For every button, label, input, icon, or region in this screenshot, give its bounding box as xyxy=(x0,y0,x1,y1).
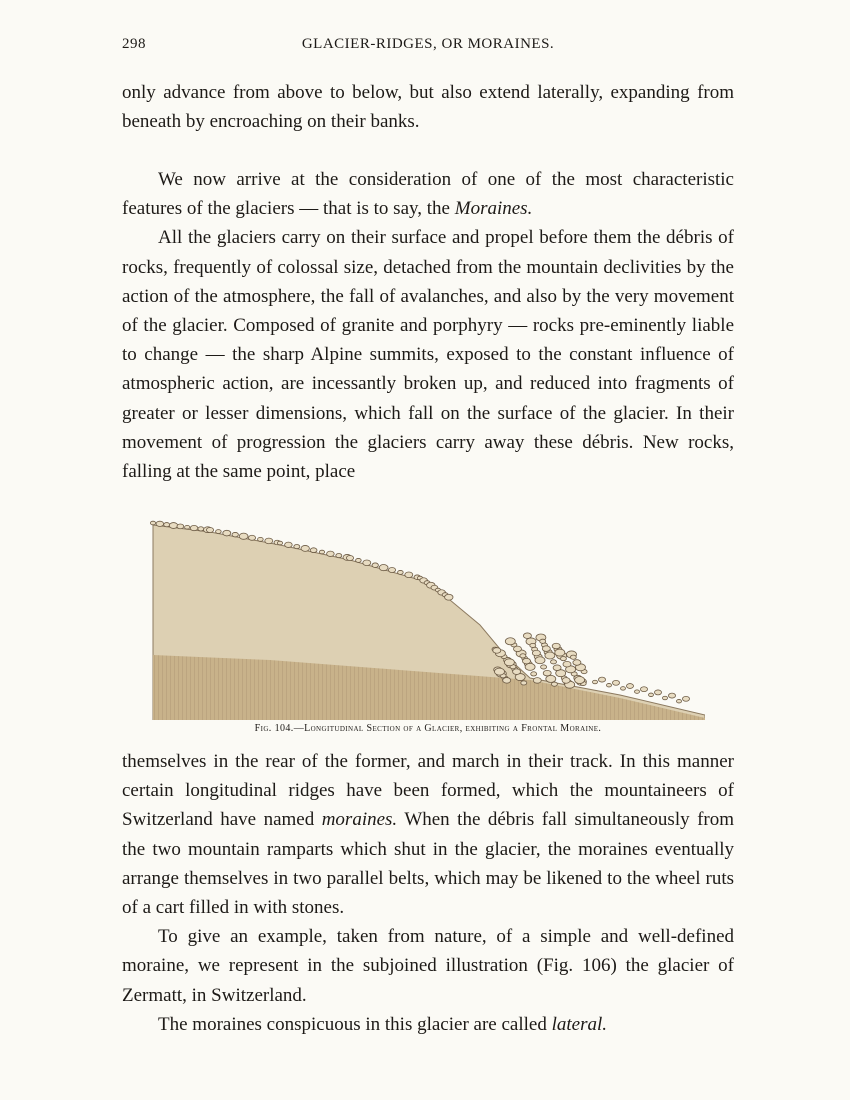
rock-fragment xyxy=(495,668,505,675)
rock-fragment xyxy=(530,643,536,647)
rock-fragment xyxy=(532,650,540,656)
rock-fragment xyxy=(551,660,557,664)
paragraph-ridges xyxy=(122,747,734,922)
rock-fragment xyxy=(258,537,264,541)
rock-fragment xyxy=(542,646,550,652)
paragraph-example: To give an example, taken from nature, of a simple and well-defined moraine, we represent in the subjoined illustration (Fig. 106) the glacier of Zermatt, in Switzerland. xyxy=(122,926,734,1006)
rock-fragment xyxy=(327,551,335,556)
rock-fragment xyxy=(248,535,255,540)
rock-fragment xyxy=(523,633,531,639)
rock-fragment xyxy=(543,670,551,676)
rock-fragment xyxy=(540,639,546,643)
rock-fragment xyxy=(232,532,238,536)
rock-fragment xyxy=(177,524,184,529)
rock-fragment xyxy=(185,525,190,529)
rock-fragment xyxy=(575,677,585,684)
rock-fragment xyxy=(551,682,557,686)
moraines-term: Moraines. xyxy=(454,198,533,220)
rock-fragment xyxy=(198,527,204,531)
rock-fragment xyxy=(513,669,521,675)
rock-fragment xyxy=(621,687,626,691)
rock-fragment xyxy=(398,570,404,574)
rock-fragment xyxy=(294,545,300,549)
rock-fragment xyxy=(206,527,213,532)
rock-fragment xyxy=(285,542,293,547)
rock-fragment xyxy=(216,530,222,534)
rock-fragment xyxy=(504,659,514,666)
rock-fragment xyxy=(277,541,282,545)
rock-fragment xyxy=(562,678,570,684)
rock-fragment xyxy=(164,523,170,527)
rock-fragment xyxy=(503,678,511,684)
rock-fragment xyxy=(677,699,682,703)
running-title: GLACIER-RIDGES, OR MORAINES. xyxy=(301,36,555,52)
rock-fragment xyxy=(523,658,531,664)
rock-fragment xyxy=(553,665,561,671)
paragraph-debris: All the glaciers carry on their surface and propel before them the débris of rocks, frequently of colossal size, detached from the mountain declivities by the action of the atmosphere, the fall of avalanches, and also by the very movement of the glacier. Composed of granite and porphyry — rocks pre-eminently liable to change — the sharp Alpine summits, exposed to the constant influence of atmospheric action, are incessantly broken up, and reduced into fragments of greater or lesser dimensions, which fall on the surface of the glacier. In their movement of progression the glaciers carry away these débris. New rocks, falling at the same point, place xyxy=(122,227,734,483)
rock-fragment xyxy=(573,660,581,666)
rock-fragment xyxy=(613,680,620,685)
rock-fragment xyxy=(635,690,640,694)
rock-fragment xyxy=(493,648,501,654)
rock-fragment xyxy=(265,538,273,544)
rock-fragment xyxy=(533,678,541,684)
rock-fragment xyxy=(535,657,545,664)
rock-fragment xyxy=(223,530,231,536)
figure-caption: Fig. 104.—Longitudinal Section of a Glacier, exhibiting a Frontal Moraine. xyxy=(254,723,602,734)
rock-fragment xyxy=(310,548,317,553)
paragraph-ridges-text-b: When the débris fall simultaneously from the two mountain ramparts which shut in the glacier, the moraines eventually arrange themselves in two parallel belts, which may be likened to the wheel ruts of a cart filled in with stones. xyxy=(122,809,735,919)
rock-fragment xyxy=(169,523,177,529)
rock-fragment xyxy=(150,521,155,525)
rock-fragment xyxy=(301,545,309,551)
rock-fragment xyxy=(521,681,527,685)
text-block-bottom xyxy=(122,747,734,1039)
rock-fragment xyxy=(607,683,612,687)
paragraph-lateral xyxy=(122,1010,734,1039)
rock-fragment xyxy=(336,554,342,558)
rock-fragment xyxy=(669,693,676,698)
rock-fragment xyxy=(356,558,362,562)
text-block-middle xyxy=(122,165,734,486)
rock-fragment xyxy=(552,643,560,649)
rock-fragment xyxy=(319,550,324,554)
paragraph-ridges-text-a: themselves in the rear of the former, and march in their track. In this manner certain longitudinal ridges have been formed, which the mountaineers of Switzerland have named xyxy=(122,751,734,831)
rock-fragment xyxy=(372,563,378,567)
rock-fragment xyxy=(505,638,515,645)
rock-fragment xyxy=(560,657,566,661)
rock-fragment xyxy=(405,572,413,578)
rock-fragment xyxy=(546,675,556,682)
lateral-term: lateral. xyxy=(551,1013,608,1035)
rock-fragment xyxy=(555,649,565,656)
paragraph-lateral-text: The moraines conspicuous in this glacier are called xyxy=(158,1013,552,1035)
rock-fragment xyxy=(156,521,164,526)
rock-fragment xyxy=(531,672,537,676)
rock-fragment xyxy=(570,655,576,659)
text-block-top xyxy=(122,78,734,136)
rock-fragment xyxy=(649,693,654,697)
page-number: 298 xyxy=(122,36,146,52)
rock-fragment xyxy=(388,567,395,572)
rock-fragment xyxy=(593,680,598,684)
rock-fragment xyxy=(379,565,388,571)
glacier-section-illustration xyxy=(150,520,705,720)
rock-fragment xyxy=(683,696,690,701)
rock-fragment xyxy=(363,560,371,566)
rock-fragment xyxy=(445,594,453,600)
moraines-italic: moraines. xyxy=(321,809,398,831)
rock-fragment xyxy=(655,690,662,695)
rock-fragment xyxy=(563,661,571,667)
glacier-section-figure xyxy=(150,520,705,720)
rock-fragment xyxy=(239,533,248,539)
rock-fragment xyxy=(190,525,198,530)
rock-fragment xyxy=(545,652,555,659)
paragraph-continuation: only advance from above to below, but also extend laterally, expanding from beneath by encroaching on their banks. xyxy=(122,82,734,133)
rock-fragment xyxy=(599,677,606,682)
rock-fragment xyxy=(541,665,547,669)
rock-fragment xyxy=(525,663,535,670)
rock-fragment xyxy=(641,687,648,692)
rock-fragment xyxy=(627,684,634,689)
rock-fragment xyxy=(346,555,353,560)
paragraph-moraines-intro xyxy=(122,165,734,223)
rock-fragment xyxy=(520,654,526,658)
paragraph-moraines-intro-text: We now arrive at the consideration of one of the most characteristic features of the glaciers — that is to say, the xyxy=(122,169,734,220)
rock-fragment xyxy=(663,696,668,700)
